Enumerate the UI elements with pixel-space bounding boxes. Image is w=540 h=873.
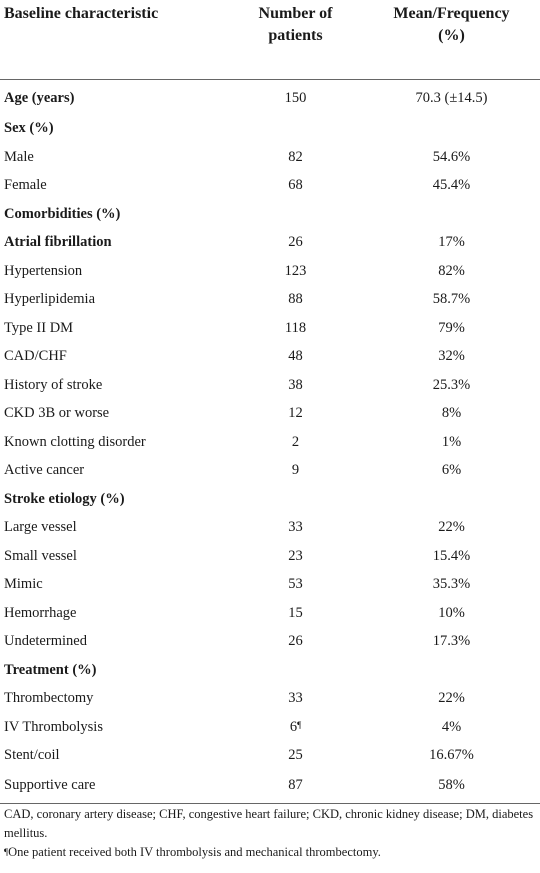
cell-text: 16.67% bbox=[429, 747, 474, 764]
cell-text: Mimic bbox=[4, 576, 43, 593]
cell-text: 8% bbox=[441, 405, 462, 422]
cell-text: 79% bbox=[438, 319, 465, 336]
cell-text: 38 bbox=[288, 376, 303, 393]
cell-text: Hyperlipidemia bbox=[4, 291, 96, 308]
column-header-line: Mean/Frequency bbox=[393, 5, 510, 22]
cell-text: Hemorrhage bbox=[4, 604, 77, 621]
cell-text: 22% bbox=[438, 519, 465, 536]
patient-count bbox=[228, 371, 363, 400]
row-label bbox=[0, 80, 228, 115]
row-label bbox=[0, 114, 228, 143]
table-row bbox=[0, 542, 540, 571]
mean-frequency bbox=[363, 257, 540, 286]
cell-text: 10% bbox=[438, 604, 465, 621]
mean-frequency bbox=[363, 428, 540, 457]
cell-text: 58% bbox=[438, 777, 465, 793]
mean-frequency bbox=[363, 171, 540, 200]
cell-text: 82 bbox=[288, 148, 303, 165]
mean-frequency bbox=[363, 200, 540, 229]
patient-count bbox=[228, 80, 363, 115]
mean-frequency bbox=[363, 143, 540, 172]
mean-frequency bbox=[363, 684, 540, 713]
cell-text: 23 bbox=[288, 547, 303, 564]
cell-text: 150 bbox=[284, 90, 307, 106]
row-label bbox=[0, 228, 228, 257]
symbol-note bbox=[4, 843, 534, 862]
cell-text: CAD/CHF bbox=[4, 348, 67, 365]
footnote-mark: ¶ bbox=[297, 719, 302, 730]
cell-text: 33 bbox=[288, 690, 303, 707]
table-row bbox=[0, 228, 540, 257]
cell-text: Type II DM bbox=[4, 319, 74, 336]
mean-frequency bbox=[363, 285, 540, 314]
mean-frequency bbox=[363, 570, 540, 599]
patient-count bbox=[228, 200, 363, 229]
cell-text: 1% bbox=[441, 433, 462, 450]
footnote-text: One patient received both IV thrombolysis and mechanical thrombectomy. bbox=[8, 845, 381, 859]
patient-count bbox=[228, 542, 363, 571]
cell-text: Hypertension bbox=[4, 262, 83, 279]
row-label bbox=[0, 570, 228, 599]
row-label bbox=[0, 342, 228, 371]
cell-text: 22% bbox=[438, 690, 465, 707]
mean-frequency bbox=[363, 542, 540, 571]
mean-frequency bbox=[363, 741, 540, 770]
cell-text: Atrial fibrillation bbox=[4, 234, 112, 251]
patient-count bbox=[228, 770, 363, 804]
row-label bbox=[0, 513, 228, 542]
cell-text: 58.7% bbox=[432, 291, 471, 308]
patient-count bbox=[228, 285, 363, 314]
cell-text: 17% bbox=[438, 234, 465, 251]
row-label bbox=[0, 399, 228, 428]
row-label bbox=[0, 285, 228, 314]
patient-count bbox=[228, 257, 363, 286]
patient-count bbox=[228, 314, 363, 343]
cell-text: Male bbox=[4, 148, 34, 165]
row-label bbox=[0, 656, 228, 685]
patient-count bbox=[228, 713, 363, 742]
column-header-1 bbox=[0, 0, 228, 80]
cell-text: Large vessel bbox=[4, 519, 77, 536]
column-header-line: patients bbox=[268, 27, 323, 44]
footnote-symbol: ¶ bbox=[4, 847, 9, 857]
table-row bbox=[0, 684, 540, 713]
table-row bbox=[0, 399, 540, 428]
table-row bbox=[0, 285, 540, 314]
cell-text: 26 bbox=[288, 633, 303, 650]
cell-text: 54.6% bbox=[432, 148, 471, 165]
cell-text: 6% bbox=[441, 462, 462, 479]
table-row bbox=[0, 80, 540, 115]
table-row bbox=[0, 741, 540, 770]
patient-count bbox=[228, 599, 363, 628]
row-label bbox=[0, 713, 228, 742]
cell-text: 70.3 (±14.5) bbox=[415, 90, 488, 106]
table-row bbox=[0, 599, 540, 628]
mean-frequency bbox=[363, 656, 540, 685]
mean-frequency bbox=[363, 314, 540, 343]
mean-frequency bbox=[363, 513, 540, 542]
table-row bbox=[0, 627, 540, 656]
cell-text: 9 bbox=[291, 462, 300, 479]
cell-text: 15.4% bbox=[432, 547, 471, 564]
cell-text: 123 bbox=[284, 262, 307, 279]
cell-text: Active cancer bbox=[4, 462, 85, 479]
table-row bbox=[0, 656, 540, 685]
row-label bbox=[0, 599, 228, 628]
mean-frequency bbox=[363, 456, 540, 485]
row-label bbox=[0, 314, 228, 343]
cell-text: 82% bbox=[438, 262, 465, 279]
mean-frequency bbox=[363, 114, 540, 143]
patient-count bbox=[228, 741, 363, 770]
cell-text: Thrombectomy bbox=[4, 690, 94, 707]
table-row bbox=[0, 257, 540, 286]
table-row bbox=[0, 570, 540, 599]
column-header-line: Baseline characteristic bbox=[4, 5, 159, 22]
patient-count bbox=[228, 570, 363, 599]
row-label bbox=[0, 684, 228, 713]
cell-text: Age (years) bbox=[4, 90, 75, 106]
mean-frequency bbox=[363, 80, 540, 115]
mean-frequency bbox=[363, 770, 540, 804]
cell-text: 118 bbox=[284, 319, 307, 336]
row-label bbox=[0, 257, 228, 286]
table-row bbox=[0, 770, 540, 804]
cell-text: 45.4% bbox=[432, 177, 471, 194]
table-row bbox=[0, 342, 540, 371]
table-row bbox=[0, 428, 540, 457]
patient-count bbox=[228, 171, 363, 200]
abbreviations-note: CAD, coronary artery disease; CHF, congestive heart failure; CKD, chronic kidney disease; DM, diabetes mellitus. bbox=[4, 807, 534, 840]
cell-text: 17.3% bbox=[432, 633, 471, 650]
patient-count bbox=[228, 627, 363, 656]
table-footnotes bbox=[4, 805, 534, 862]
patient-count bbox=[228, 114, 363, 143]
table-row bbox=[0, 314, 540, 343]
cell-text: 48 bbox=[288, 348, 303, 365]
cell-text: Undetermined bbox=[4, 633, 87, 650]
cell-text: 68 bbox=[288, 177, 303, 194]
row-label bbox=[0, 200, 228, 229]
cell-text: 6 bbox=[289, 718, 298, 735]
cell-text: Treatment (%) bbox=[4, 661, 97, 678]
table-row bbox=[0, 485, 540, 514]
table-row bbox=[0, 143, 540, 172]
mean-frequency bbox=[363, 627, 540, 656]
cell-text: Supportive care bbox=[4, 777, 96, 793]
mean-frequency bbox=[363, 342, 540, 371]
patient-count bbox=[228, 428, 363, 457]
column-header-2 bbox=[228, 0, 363, 80]
table-row bbox=[0, 371, 540, 400]
row-label bbox=[0, 770, 228, 804]
table-header bbox=[0, 0, 540, 80]
patient-count bbox=[228, 656, 363, 685]
patient-count bbox=[228, 228, 363, 257]
patient-count bbox=[228, 342, 363, 371]
cell-text: History of stroke bbox=[4, 376, 103, 393]
table-row bbox=[0, 713, 540, 742]
cell-text: 26 bbox=[288, 234, 303, 251]
column-header-line: (%) bbox=[438, 27, 465, 44]
cell-text: 87 bbox=[288, 777, 303, 793]
mean-frequency bbox=[363, 399, 540, 428]
cell-text: 4% bbox=[441, 718, 462, 735]
row-label bbox=[0, 627, 228, 656]
mean-frequency bbox=[363, 228, 540, 257]
table-row bbox=[0, 171, 540, 200]
cell-text: Stent/coil bbox=[4, 747, 60, 764]
patient-count bbox=[228, 684, 363, 713]
row-label bbox=[0, 371, 228, 400]
mean-frequency bbox=[363, 599, 540, 628]
cell-text: 33 bbox=[288, 519, 303, 536]
row-label bbox=[0, 171, 228, 200]
cell-text: 32% bbox=[438, 348, 465, 365]
cell-text: 12 bbox=[288, 405, 303, 422]
cell-text: Female bbox=[4, 177, 47, 194]
mean-frequency bbox=[363, 713, 540, 742]
patient-count bbox=[228, 485, 363, 514]
row-label bbox=[0, 456, 228, 485]
row-label bbox=[0, 143, 228, 172]
table-row bbox=[0, 513, 540, 542]
cell-text: 35.3% bbox=[432, 576, 471, 593]
cell-text: Sex (%) bbox=[4, 120, 54, 137]
cell-text: 2 bbox=[291, 433, 300, 450]
cell-text: 25.3% bbox=[432, 376, 471, 393]
table-body bbox=[0, 80, 540, 804]
cell-text: Known clotting disorder bbox=[4, 433, 146, 450]
column-header-line: Number of bbox=[258, 5, 333, 22]
patient-count bbox=[228, 513, 363, 542]
cell-text: CKD 3B or worse bbox=[4, 405, 110, 422]
cell-text: 15 bbox=[288, 604, 303, 621]
table-row bbox=[0, 114, 540, 143]
row-label bbox=[0, 428, 228, 457]
row-label bbox=[0, 741, 228, 770]
cell-text: Stroke etiology (%) bbox=[4, 490, 125, 507]
table-row bbox=[0, 200, 540, 229]
table-row bbox=[0, 456, 540, 485]
row-label bbox=[0, 542, 228, 571]
column-header-3 bbox=[363, 0, 540, 80]
row-label bbox=[0, 485, 228, 514]
cell-text: 53 bbox=[288, 576, 303, 593]
mean-frequency bbox=[363, 485, 540, 514]
patient-count bbox=[228, 456, 363, 485]
cell-text: IV Thrombolysis bbox=[4, 718, 103, 735]
cell-text: 88 bbox=[288, 291, 303, 308]
cell-text: Comorbidities (%) bbox=[4, 205, 121, 222]
patient-count bbox=[228, 399, 363, 428]
cell-text: Small vessel bbox=[4, 547, 77, 564]
cell-text: 25 bbox=[288, 747, 303, 764]
mean-frequency bbox=[363, 371, 540, 400]
patient-count bbox=[228, 143, 363, 172]
